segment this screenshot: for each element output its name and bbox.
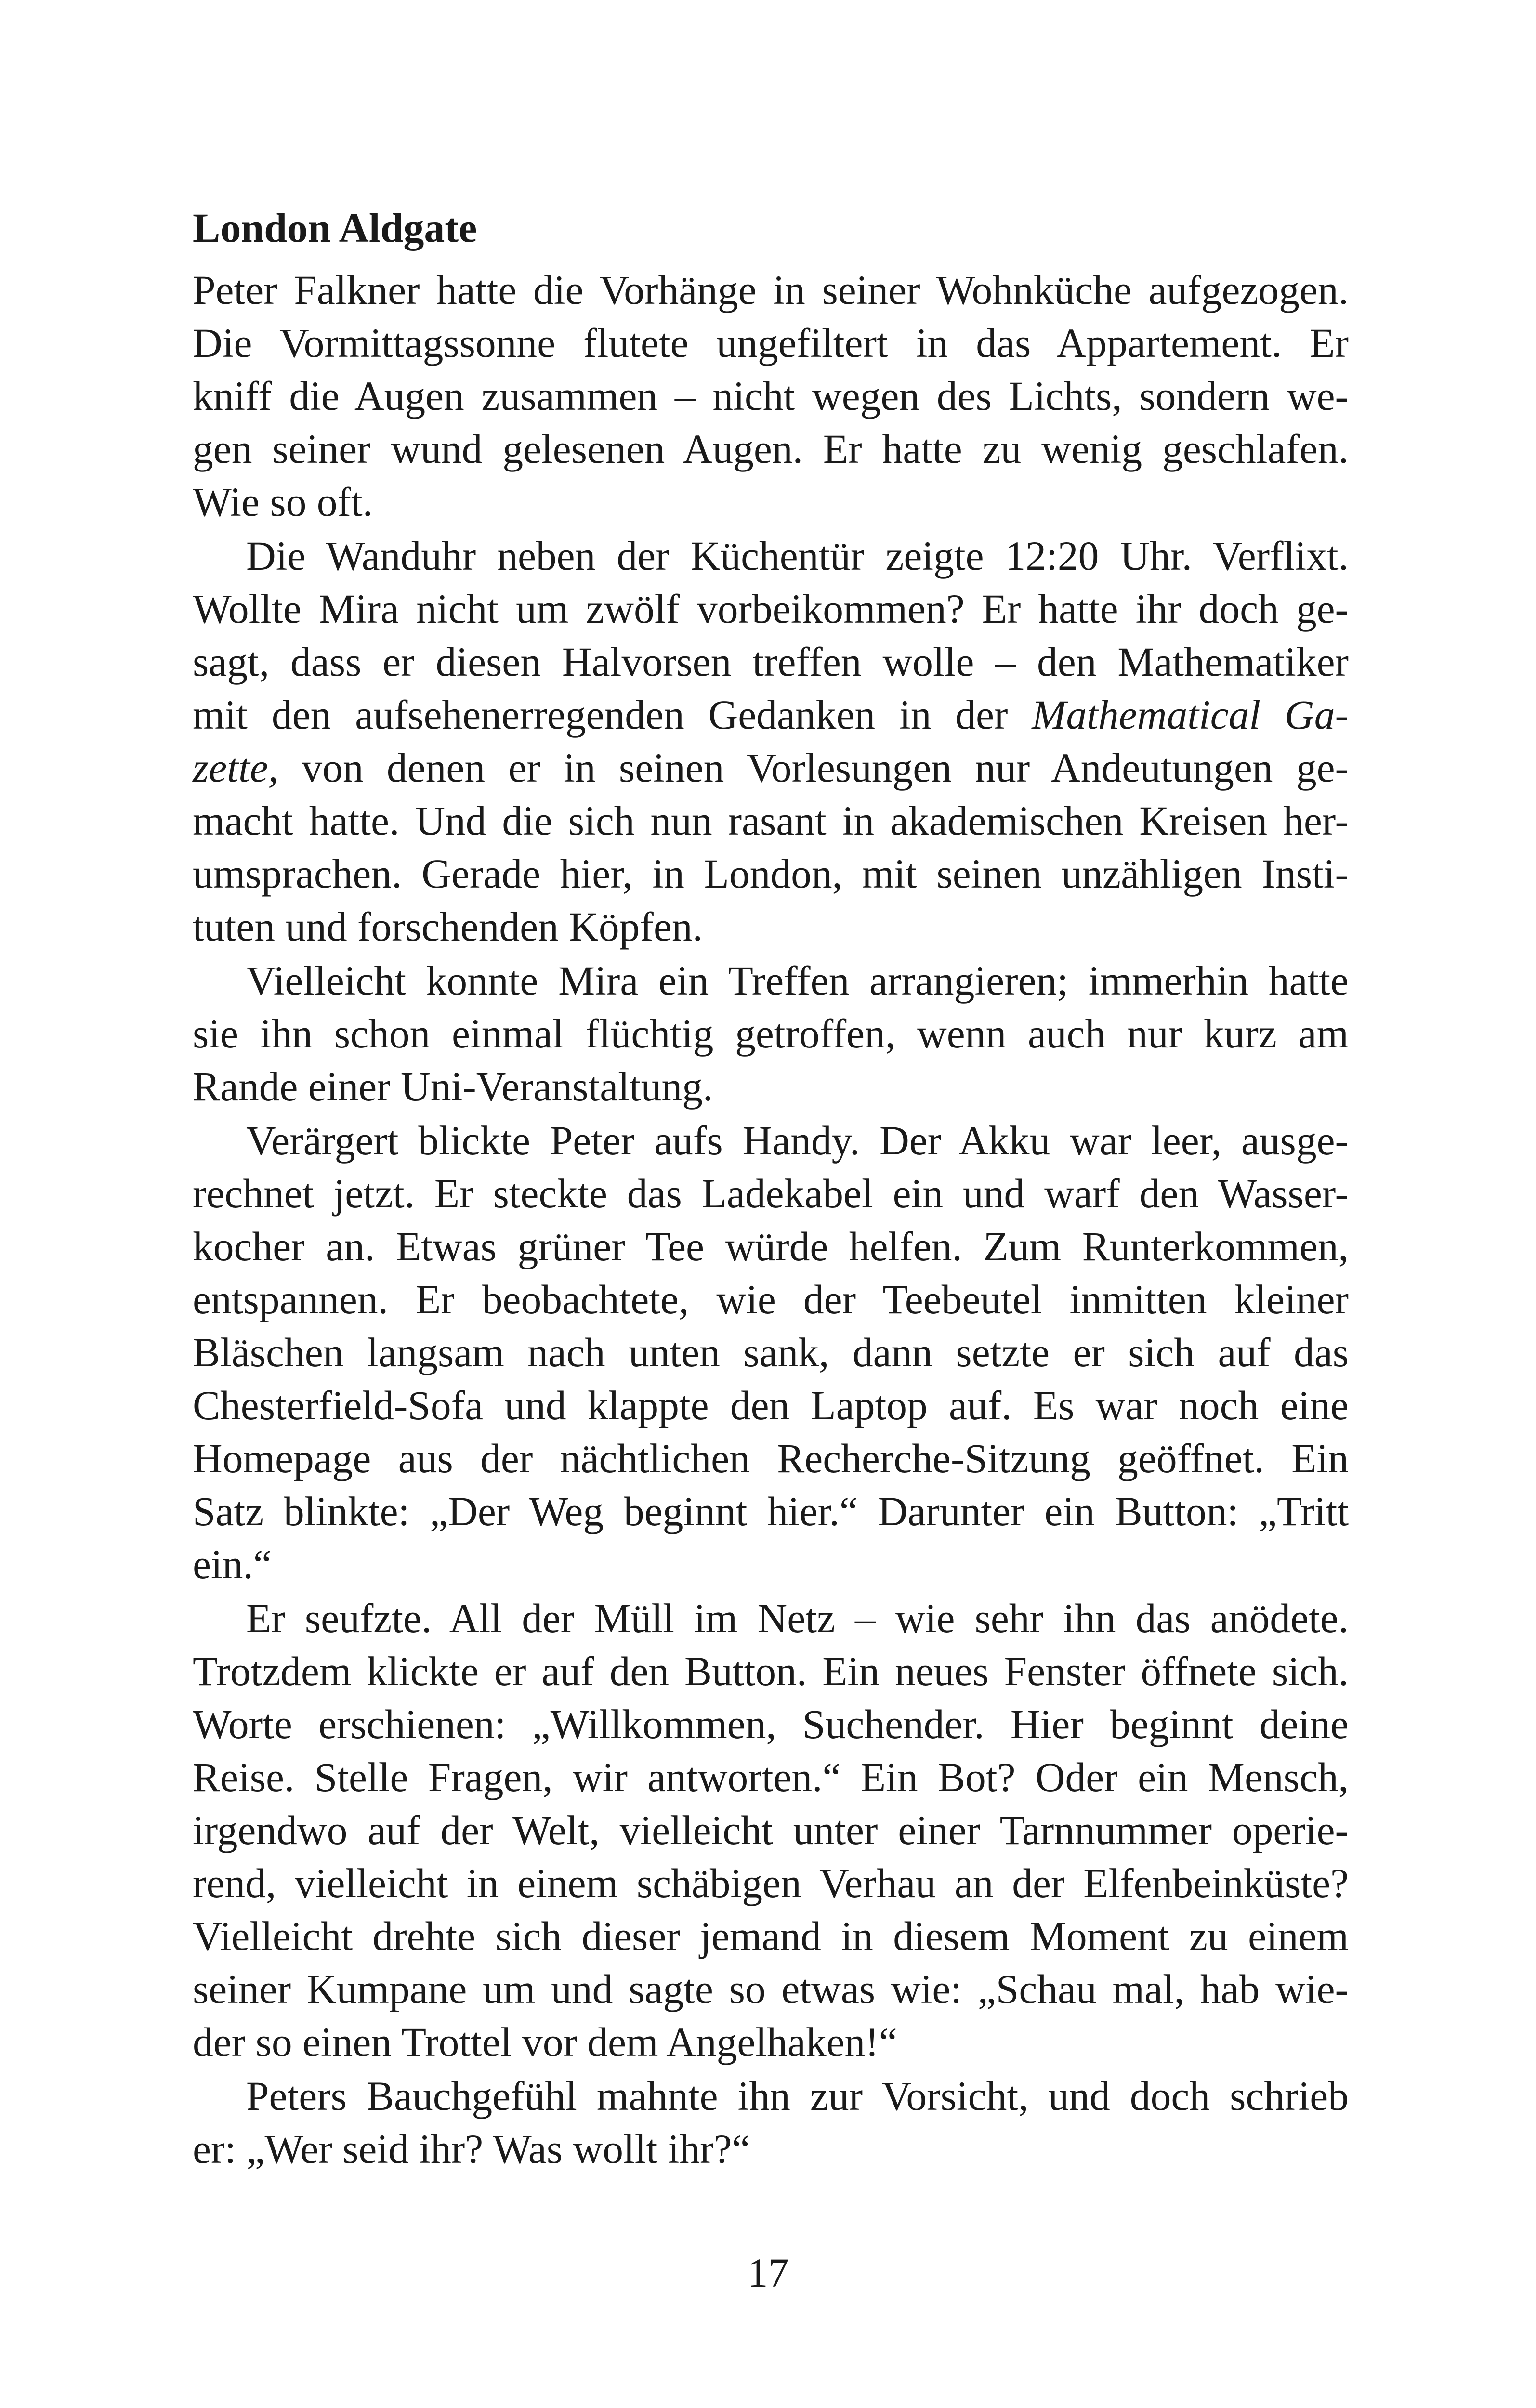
paragraph [193,264,1349,529]
text-line: Die Vormittagssonne flutete ungefiltert in das Appartement. Er [193,321,1349,366]
text-line: Peters Bauchgefühl mahnte ihn zur Vorsicht, und doch schrieb [246,2074,1349,2119]
text-line: rend, vielleicht in einem schäbigen Verhau an der Elfenbeinküste? [193,1861,1349,1906]
text-fragment: von denen er in seinen Vorlesungen nur Andeutungen ge- [278,746,1349,791]
chapter-heading: London Aldgate [193,205,477,251]
page-number: 17 [747,2250,789,2296]
text-line: Trotzdem klickte er auf den Button. Ein neues Fenster öffnete sich. [193,1649,1349,1694]
text-line: kniff die Augen zusammen – nicht wegen des Lichts, sondern we- [193,374,1349,419]
paragraph [193,2070,1349,2176]
italic-title: Mathematical Ga- [1032,693,1349,738]
text-line: Satz blinkte: „Der Weg beginnt hier.“ Darunter ein Button: „Tritt [193,1489,1349,1534]
text-line: Vielleicht konnte Mira ein Treffen arrangieren; immerhin hatte [246,958,1349,1004]
paragraph [193,1592,1349,2069]
text-line: Wie so oft. [193,480,373,525]
text-line [193,742,1349,795]
text-line: der so einen Trottel vor dem Angelhaken!“ [193,2020,897,2065]
text-line: Wollte Mira nicht um zwölf vorbeikommen? Er hatte ihr doch ge- [193,587,1349,632]
text-fragment: mit den aufsehenerregenden Gedanken in der [193,693,1032,738]
text-line: Vielleicht drehte sich dieser jemand in diesem Moment zu einem [193,1914,1349,1959]
italic-title: zette, [193,746,279,791]
paragraph [193,530,1349,954]
paragraph [193,1114,1349,1591]
text-line: umsprachen. Gerade hier, in London, mit seinen unzähligen Insti- [193,851,1349,897]
text-line: tuten und forschenden Köpfen. [193,904,703,950]
text-line: sie ihn schon einmal flüchtig getroffen, wenn auch nur kurz am [193,1011,1349,1057]
text-line: Die Wanduhr neben der Küchentür zeigte 12:20 Uhr. Verflixt. [246,534,1349,579]
text-line: Bläschen langsam nach unten sank, dann setzte er sich auf das [193,1330,1349,1375]
text-line: rechnet jetzt. Er steckte das Ladekabel ein und warf den Wasser- [193,1171,1349,1217]
text-line: Worte erschienen: „Willkommen, Suchender. Hier beginnt deine [193,1702,1349,1747]
text-line: ein.“ [193,1542,272,1587]
text-line: Rande einer Uni-Veranstaltung. [193,1064,713,1110]
text-line: Verärgert blickte Peter aufs Handy. Der Akku war leer, ausge- [246,1118,1349,1164]
body-text [193,264,1349,2176]
text-line: er: „Wer seid ihr? Was wollt ihr?“ [193,2127,750,2172]
text-line: macht hatte. Und die sich nun rasant in akademischen Kreisen her- [193,798,1349,844]
text-line [193,689,1349,742]
text-line: Er seufzte. All der Müll im Netz – wie sehr ihn das anödete. [246,1596,1349,1641]
text-line: kocher an. Etwas grüner Tee würde helfen. Zum Runterkommen, [193,1224,1349,1269]
text-line: gen seiner wund gelesenen Augen. Er hatte zu wenig geschlafen. [193,427,1349,472]
paragraph [193,955,1349,1113]
text-line: sagt, dass er diesen Halvorsen treffen wolle – den Mathematiker [193,640,1349,685]
text-line: Chesterfield-Sofa und klappte den Laptop auf. Es war noch eine [193,1383,1349,1428]
text-line: irgendwo auf der Welt, vielleicht unter einer Tarnnummer operie- [193,1808,1349,1853]
text-line: Homepage aus der nächtlichen Recherche-Sitzung geöffnet. Ein [193,1436,1349,1481]
text-line: entspannen. Er beobachtete, wie der Teebeutel inmitten kleiner [193,1277,1349,1322]
text-line: Peter Falkner hatte die Vorhänge in seiner Wohnküche aufgezogen. [193,268,1349,313]
text-line: Reise. Stelle Fragen, wir antworten.“ Ein Bot? Oder ein Mensch, [193,1755,1349,1800]
text-line: seiner Kumpane um und sagte so etwas wie: „Schau mal, hab wie- [193,1967,1349,2012]
